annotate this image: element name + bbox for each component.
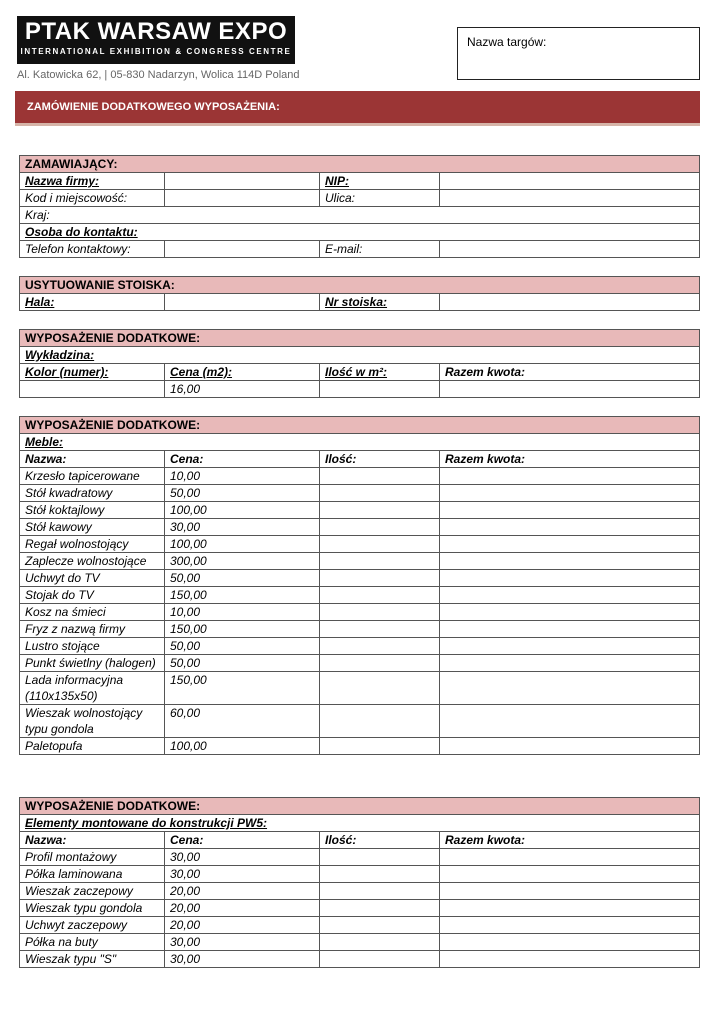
pw5-row bbox=[20, 900, 700, 917]
pw5-row-total-input[interactable] bbox=[440, 917, 700, 934]
pw5-row-total-input[interactable] bbox=[440, 934, 700, 951]
carpet-price-header: Cena (m2): bbox=[165, 364, 320, 381]
pw5-row-name: Półka na buty bbox=[20, 934, 165, 951]
carpet-price: 16,00 bbox=[165, 381, 320, 398]
furniture-qty-header: Ilość: bbox=[320, 451, 440, 468]
furniture-row bbox=[20, 536, 700, 553]
furniture-row-name: Uchwyt do TV bbox=[20, 570, 165, 587]
pw5-row-qty-input[interactable] bbox=[320, 934, 440, 951]
carpet-qty-input[interactable] bbox=[320, 381, 440, 398]
carpet-title: WYPOSAŻENIE DODATKOWE: bbox=[20, 330, 700, 347]
furniture-row-name: Wieszak wolnostojący typu gondola bbox=[20, 705, 165, 738]
pw5-row-name: Wieszak typu gondola bbox=[20, 900, 165, 917]
furniture-table bbox=[19, 416, 700, 755]
pw5-row-total-input[interactable] bbox=[440, 900, 700, 917]
pw5-row bbox=[20, 883, 700, 900]
form-title-banner bbox=[15, 91, 700, 126]
furniture-row bbox=[20, 621, 700, 638]
furniture-row-name: Stół koktajlowy bbox=[20, 502, 165, 519]
pw5-row-total-input[interactable] bbox=[440, 951, 700, 968]
logo-sub-text: INTERNATIONAL EXHIBITION & CONGRESS CENTRE bbox=[20, 47, 292, 56]
pw5-row bbox=[20, 866, 700, 883]
pw5-row-qty-input[interactable] bbox=[320, 849, 440, 866]
furniture-row bbox=[20, 604, 700, 621]
pw5-row-name: Półka laminowana bbox=[20, 866, 165, 883]
street-label: Ulica: bbox=[320, 190, 440, 207]
furniture-row-total-input[interactable] bbox=[440, 485, 700, 502]
furniture-row-name: Stół kawowy bbox=[20, 519, 165, 536]
furniture-row-qty-input[interactable] bbox=[320, 587, 440, 604]
furniture-row bbox=[20, 638, 700, 655]
fair-name-label: Nazwa targów: bbox=[467, 35, 547, 49]
furniture-price-header: Cena: bbox=[165, 451, 320, 468]
furniture-row-qty-input[interactable] bbox=[320, 621, 440, 638]
furniture-row-total-input[interactable] bbox=[440, 587, 700, 604]
pw5-title: WYPOSAŻENIE DODATKOWE: bbox=[20, 798, 700, 815]
furniture-row-price: 300,00 bbox=[165, 553, 320, 570]
furniture-row bbox=[20, 587, 700, 604]
pw5-row-name: Wieszak zaczepowy bbox=[20, 883, 165, 900]
furniture-row-qty-input[interactable] bbox=[320, 705, 440, 738]
furniture-row-price: 100,00 bbox=[165, 502, 320, 519]
postal-input[interactable] bbox=[165, 190, 320, 207]
email-label: E-mail: bbox=[320, 241, 440, 258]
furniture-row-qty-input[interactable] bbox=[320, 485, 440, 502]
stand-number-label: Nr stoiska: bbox=[320, 294, 440, 311]
email-input[interactable] bbox=[440, 241, 700, 258]
furniture-row-price: 50,00 bbox=[165, 638, 320, 655]
pw5-table bbox=[19, 797, 700, 968]
furniture-row-total-input[interactable] bbox=[440, 536, 700, 553]
pw5-row bbox=[20, 934, 700, 951]
furniture-row-qty-input[interactable] bbox=[320, 536, 440, 553]
furniture-row-price: 60,00 bbox=[165, 705, 320, 738]
furniture-row bbox=[20, 502, 700, 519]
furniture-row-qty-input[interactable] bbox=[320, 519, 440, 536]
furniture-row-qty-input[interactable] bbox=[320, 655, 440, 672]
pw5-row-name: Uchwyt zaczepowy bbox=[20, 917, 165, 934]
furniture-row-qty-input[interactable] bbox=[320, 738, 440, 755]
furniture-row-total-input[interactable] bbox=[440, 604, 700, 621]
hall-input[interactable] bbox=[165, 294, 320, 311]
pw5-price-header: Cena: bbox=[165, 832, 320, 849]
pw5-name-header: Nazwa: bbox=[20, 832, 165, 849]
furniture-row-total-input[interactable] bbox=[440, 738, 700, 755]
furniture-row-total-input[interactable] bbox=[440, 705, 700, 738]
pw5-row-price: 30,00 bbox=[165, 934, 320, 951]
pw5-row-qty-input[interactable] bbox=[320, 866, 440, 883]
furniture-row bbox=[20, 570, 700, 587]
contact-person-field[interactable] bbox=[20, 224, 700, 241]
carpet-total-header: Razem kwota: bbox=[440, 364, 700, 381]
furniture-row-name: Lada informacyjna (110x135x50) bbox=[20, 672, 165, 705]
furniture-row bbox=[20, 655, 700, 672]
furniture-row-qty-input[interactable] bbox=[320, 468, 440, 485]
furniture-title: WYPOSAŻENIE DODATKOWE: bbox=[20, 417, 700, 434]
furniture-row-price: 150,00 bbox=[165, 587, 320, 604]
pw5-row-price: 30,00 bbox=[165, 849, 320, 866]
furniture-row-name: Stół kwadratowy bbox=[20, 485, 165, 502]
pw5-row-qty-input[interactable] bbox=[320, 951, 440, 968]
stand-table bbox=[19, 276, 700, 311]
fair-name-field[interactable] bbox=[457, 27, 700, 80]
furniture-row-qty-input[interactable] bbox=[320, 638, 440, 655]
postal-label: Kod i miejscowość: bbox=[20, 190, 165, 207]
carpet-total-input[interactable] bbox=[440, 381, 700, 398]
pw5-row bbox=[20, 951, 700, 968]
furniture-row-price: 100,00 bbox=[165, 738, 320, 755]
furniture-row-name: Paletopufa bbox=[20, 738, 165, 755]
furniture-row-total-input[interactable] bbox=[440, 553, 700, 570]
furniture-subtitle: Meble: bbox=[20, 434, 700, 451]
company-address: Al. Katowicka 62, | 05-830 Nadarzyn, Wolica 114D Poland bbox=[17, 69, 300, 81]
phone-label: Telefon kontaktowy: bbox=[20, 241, 165, 258]
furniture-row bbox=[20, 519, 700, 536]
furniture-row-name: Fryz z nazwą firmy bbox=[20, 621, 165, 638]
pw5-row bbox=[20, 917, 700, 934]
carpet-color-header: Kolor (numer): bbox=[20, 364, 165, 381]
country-label: Kraj: bbox=[25, 208, 50, 222]
furniture-row-qty-input[interactable] bbox=[320, 604, 440, 621]
furniture-row-qty-input[interactable] bbox=[320, 553, 440, 570]
furniture-row-name: Stojak do TV bbox=[20, 587, 165, 604]
pw5-row-qty-input[interactable] bbox=[320, 917, 440, 934]
carpet-color-input[interactable] bbox=[20, 381, 165, 398]
furniture-row-name: Kosz na śmieci bbox=[20, 604, 165, 621]
orderer-title: ZAMAWIAJĄCY: bbox=[20, 156, 700, 173]
hall-label: Hala: bbox=[20, 294, 165, 311]
furniture-row-name: Zaplecze wolnostojące bbox=[20, 553, 165, 570]
furniture-row-price: 30,00 bbox=[165, 519, 320, 536]
form-title: ZAMÓWIENIE DODATKOWEGO WYPOSAŻENIA: bbox=[27, 101, 280, 113]
stand-number-input[interactable] bbox=[440, 294, 700, 311]
company-logo bbox=[17, 16, 295, 64]
logo-main-text: PTAK WARSAW EXPO bbox=[24, 18, 288, 45]
furniture-row-qty-input[interactable] bbox=[320, 570, 440, 587]
stand-title: USYTUOWANIE STOISKA: bbox=[20, 277, 700, 294]
pw5-total-header: Razem kwota: bbox=[440, 832, 700, 849]
pw5-row-price: 30,00 bbox=[165, 866, 320, 883]
pw5-row-price: 20,00 bbox=[165, 917, 320, 934]
furniture-row-price: 10,00 bbox=[165, 468, 320, 485]
carpet-subtitle: Wykładzina: bbox=[20, 347, 700, 364]
pw5-row bbox=[20, 849, 700, 866]
company-name-input[interactable] bbox=[165, 173, 320, 190]
pw5-subtitle: Elementy montowane do konstrukcji PW5: bbox=[20, 815, 700, 832]
nip-label: NIP: bbox=[320, 173, 440, 190]
furniture-row-price: 50,00 bbox=[165, 655, 320, 672]
furniture-row-total-input[interactable] bbox=[440, 655, 700, 672]
furniture-row-name: Lustro stojące bbox=[20, 638, 165, 655]
pw5-row-total-input[interactable] bbox=[440, 849, 700, 866]
orderer-table bbox=[19, 155, 700, 258]
furniture-name-header: Nazwa: bbox=[20, 451, 165, 468]
furniture-row-price: 100,00 bbox=[165, 536, 320, 553]
pw5-row-price: 30,00 bbox=[165, 951, 320, 968]
pw5-row-price: 20,00 bbox=[165, 900, 320, 917]
furniture-row-name: Punkt świetlny (halogen) bbox=[20, 655, 165, 672]
furniture-row-price: 150,00 bbox=[165, 621, 320, 638]
furniture-row-name: Regał wolnostojący bbox=[20, 536, 165, 553]
furniture-row-qty-input[interactable] bbox=[320, 502, 440, 519]
carpet-qty-header: Ilość w m²: bbox=[320, 364, 440, 381]
furniture-row-name: Krzesło tapicerowane bbox=[20, 468, 165, 485]
furniture-row bbox=[20, 672, 700, 705]
phone-input[interactable] bbox=[165, 241, 320, 258]
furniture-row-total-input[interactable] bbox=[440, 570, 700, 587]
furniture-row-total-input[interactable] bbox=[440, 621, 700, 638]
country-field[interactable] bbox=[20, 207, 700, 224]
nip-input[interactable] bbox=[440, 173, 700, 190]
furniture-row-total-input[interactable] bbox=[440, 502, 700, 519]
furniture-row-price: 50,00 bbox=[165, 570, 320, 587]
furniture-row-total-input[interactable] bbox=[440, 468, 700, 485]
furniture-row bbox=[20, 738, 700, 755]
pw5-row-name: Wieszak typu "S" bbox=[20, 951, 165, 968]
street-input[interactable] bbox=[440, 190, 700, 207]
furniture-row-qty-input[interactable] bbox=[320, 672, 440, 705]
pw5-qty-header: Ilość: bbox=[320, 832, 440, 849]
furniture-row-price: 50,00 bbox=[165, 485, 320, 502]
furniture-row bbox=[20, 485, 700, 502]
pw5-row-total-input[interactable] bbox=[440, 866, 700, 883]
furniture-total-header: Razem kwota: bbox=[440, 451, 700, 468]
pw5-row-qty-input[interactable] bbox=[320, 883, 440, 900]
company-name-label: Nazwa firmy: bbox=[20, 173, 165, 190]
furniture-row-total-input[interactable] bbox=[440, 672, 700, 705]
furniture-row-total-input[interactable] bbox=[440, 638, 700, 655]
furniture-row bbox=[20, 553, 700, 570]
pw5-row-name: Profil montażowy bbox=[20, 849, 165, 866]
furniture-row-total-input[interactable] bbox=[440, 519, 700, 536]
furniture-row bbox=[20, 468, 700, 485]
pw5-row-price: 20,00 bbox=[165, 883, 320, 900]
furniture-row-price: 150,00 bbox=[165, 672, 320, 705]
pw5-row-total-input[interactable] bbox=[440, 883, 700, 900]
contact-person-label: Osoba do kontaktu: bbox=[25, 225, 138, 239]
furniture-row-price: 10,00 bbox=[165, 604, 320, 621]
pw5-row-qty-input[interactable] bbox=[320, 900, 440, 917]
carpet-table bbox=[19, 329, 700, 398]
furniture-row bbox=[20, 705, 700, 738]
